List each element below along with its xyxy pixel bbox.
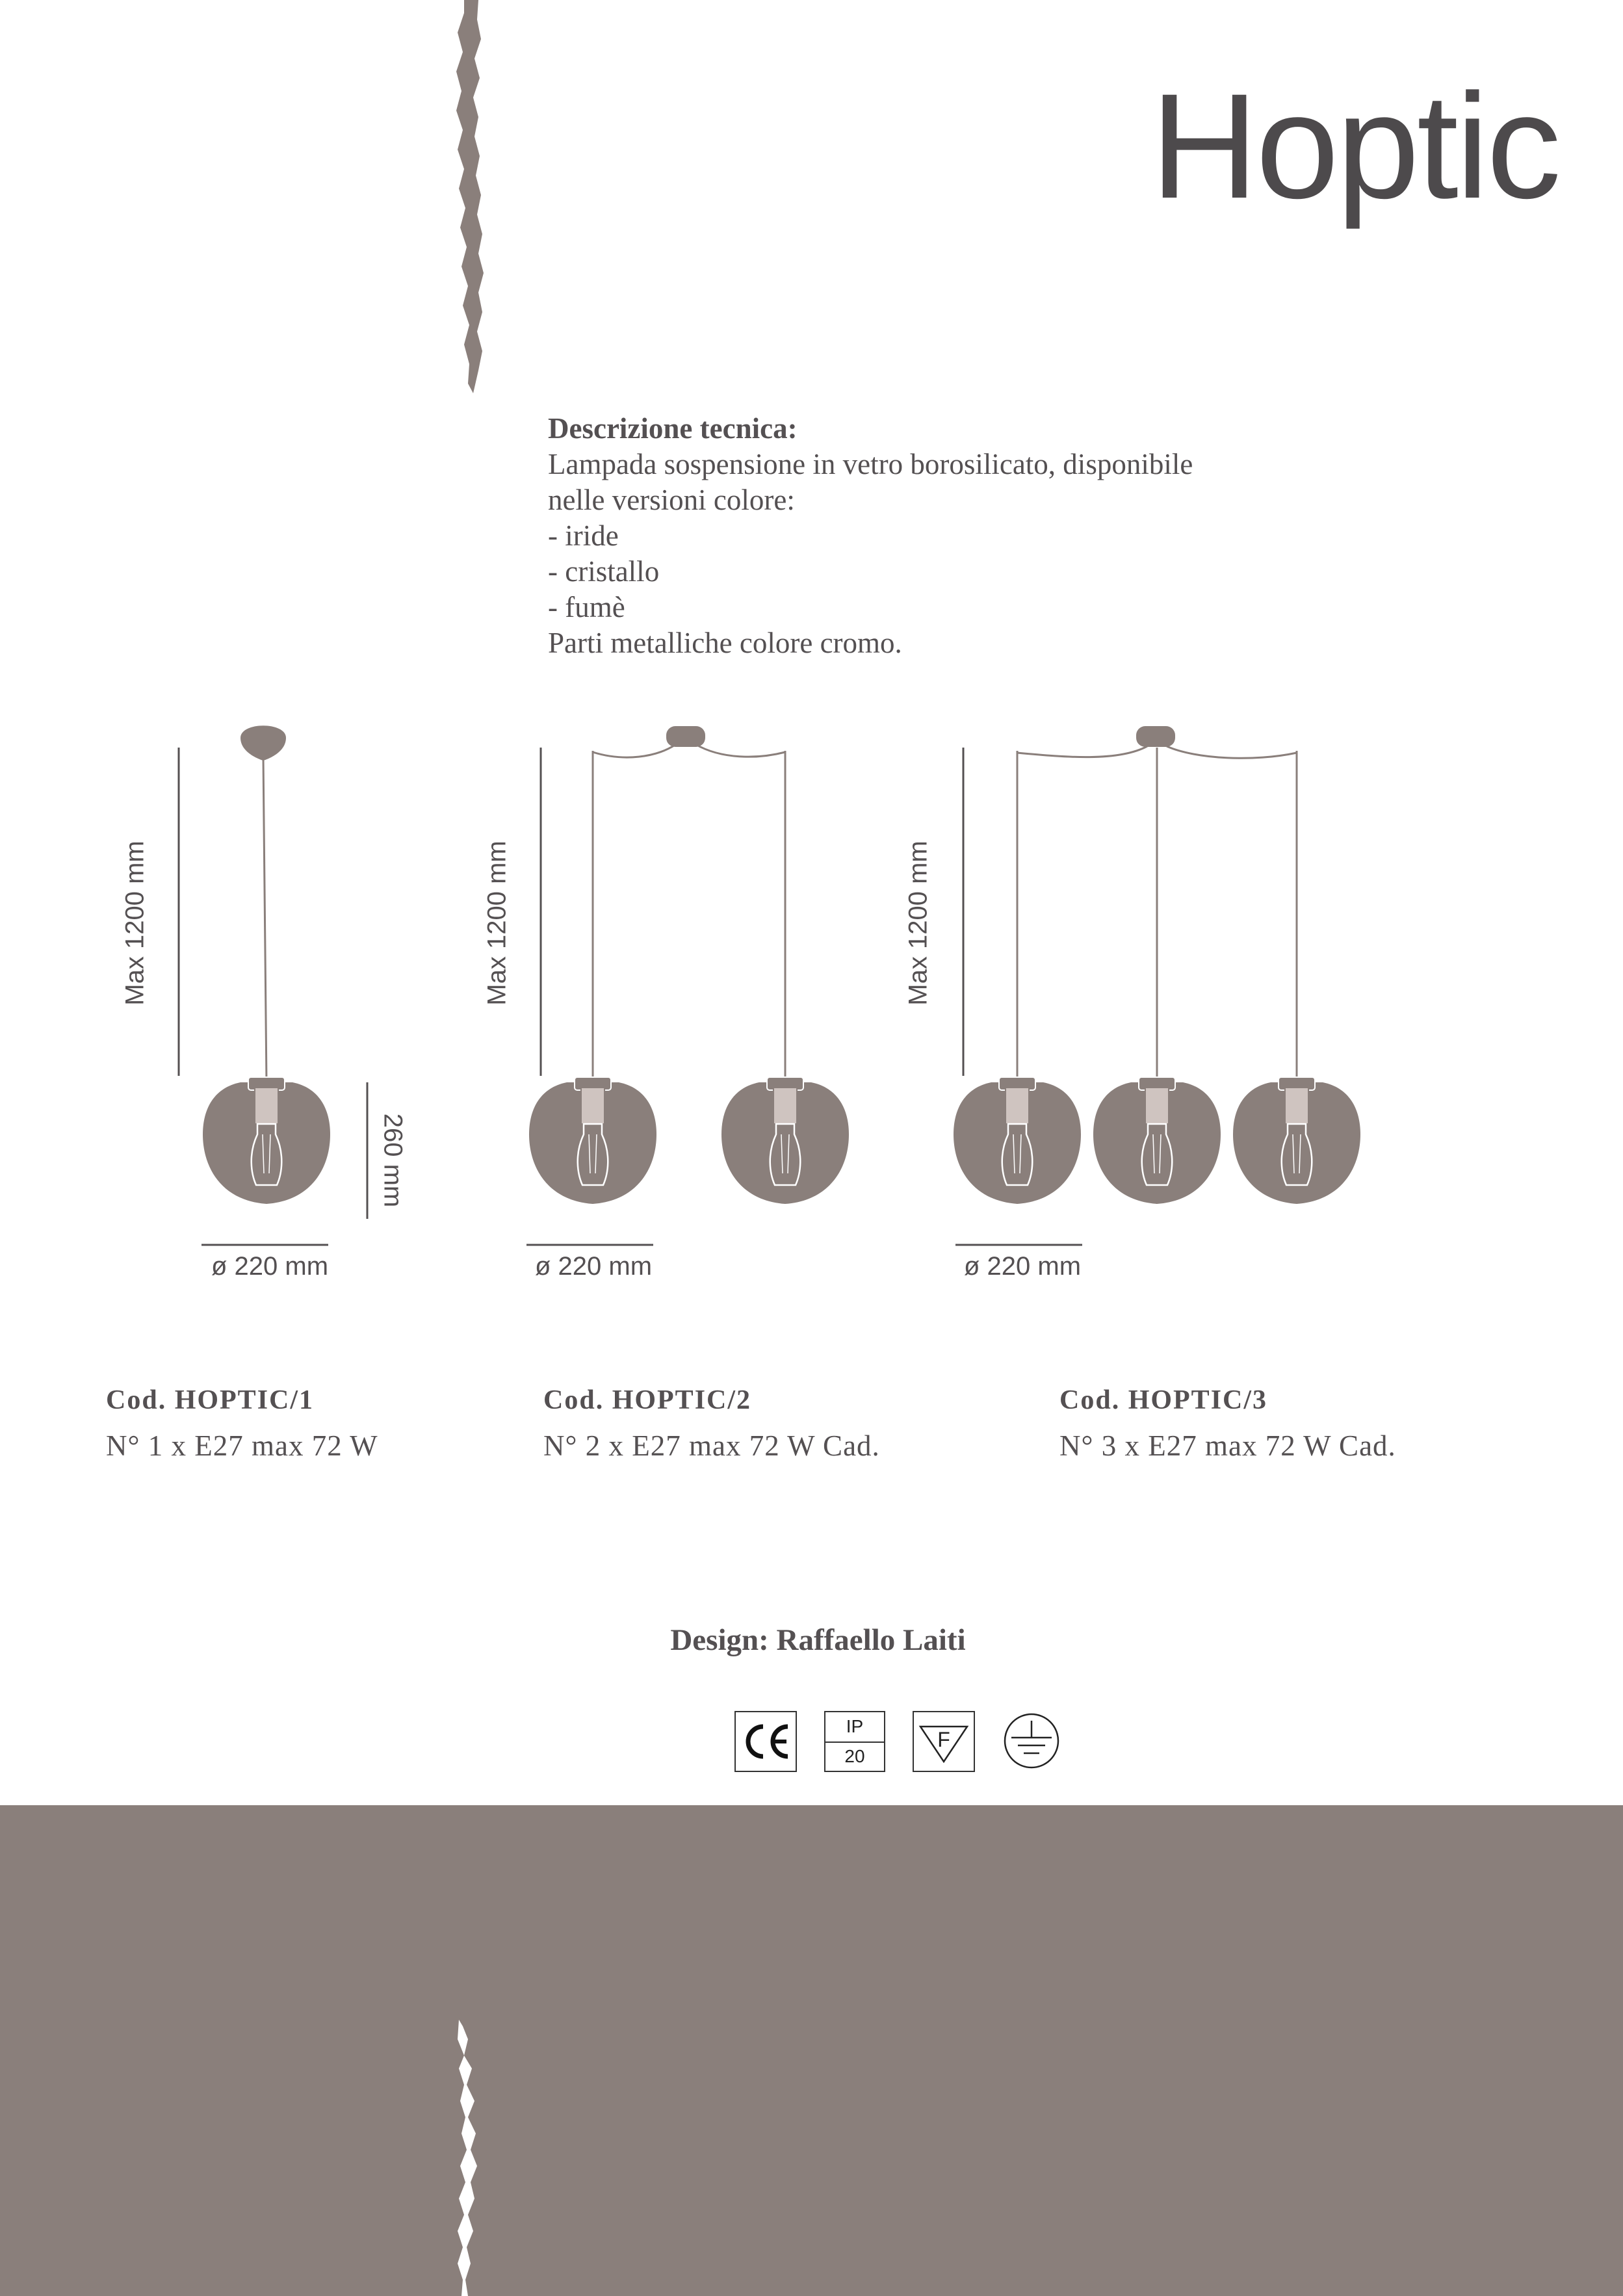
product-spec: N° 3 x E27 max 72 W Cad.	[1059, 1429, 1396, 1462]
ground-symbol-icon	[1002, 1712, 1061, 1770]
ceiling-canopy	[666, 726, 705, 747]
ip-label: IP	[846, 1716, 864, 1736]
ceiling-canopy	[240, 725, 286, 761]
decorative-torn-strip-top	[448, 0, 487, 397]
description-line: nelle versioni colore:	[548, 484, 795, 516]
glass-shade	[721, 1077, 849, 1204]
glass-shade	[1093, 1077, 1221, 1204]
f-mark	[913, 1711, 975, 1772]
product-spec: N° 1 x E27 max 72 W	[106, 1429, 378, 1462]
diameter-label: ø 220 mm	[211, 1252, 329, 1281]
description-line: Parti metalliche colore cromo.	[548, 627, 902, 659]
description-line: - cristallo	[548, 555, 660, 588]
ip-value: 20	[844, 1746, 865, 1766]
decorative-torn-strip-bottom	[448, 2020, 487, 2296]
diagram-hoptic-2	[526, 726, 849, 1245]
technical-drawings	[0, 702, 1623, 1287]
product-title: Hoptic	[1150, 62, 1559, 229]
diagram-hoptic-3	[954, 726, 1360, 1245]
height-label: Max 1200 mm	[903, 841, 933, 1006]
glass-shade	[529, 1077, 656, 1204]
ce-icon	[736, 1712, 796, 1771]
ce-mark	[734, 1711, 797, 1772]
glass-shade	[954, 1077, 1081, 1204]
product-code: Cod. HOPTIC/1	[106, 1385, 315, 1415]
diagram-hoptic-1	[179, 725, 367, 1245]
ip20-rating	[824, 1711, 885, 1772]
description-line: - fumè	[548, 591, 625, 623]
diameter-label: ø 220 mm	[535, 1252, 653, 1281]
description-heading: Descrizione tecnica:	[548, 412, 798, 445]
glass-shade	[203, 1077, 330, 1204]
glass-shade	[1233, 1077, 1360, 1204]
suspension-cable	[263, 757, 266, 1082]
diameter-label: ø 220 mm	[964, 1252, 1082, 1281]
product-code: Cod. HOPTIC/3	[1059, 1385, 1268, 1415]
height-label: Max 1200 mm	[120, 841, 149, 1006]
description-line: - iride	[548, 519, 619, 552]
designer-credit: Design: Raffaello Laiti	[670, 1623, 966, 1657]
height-label: Max 1200 mm	[482, 841, 512, 1006]
f-mark-letter: F	[937, 1728, 950, 1751]
ceiling-canopy	[1136, 726, 1175, 747]
footer-band	[0, 1805, 1623, 2296]
technical-description	[548, 411, 1328, 661]
product-spec: N° 2 x E27 max 72 W Cad.	[543, 1429, 880, 1462]
shade-height-label: 260 mm	[378, 1113, 408, 1208]
description-line: Lampada sospensione in vetro borosilicato, disponibile	[548, 448, 1193, 480]
product-code: Cod. HOPTIC/2	[543, 1385, 752, 1415]
